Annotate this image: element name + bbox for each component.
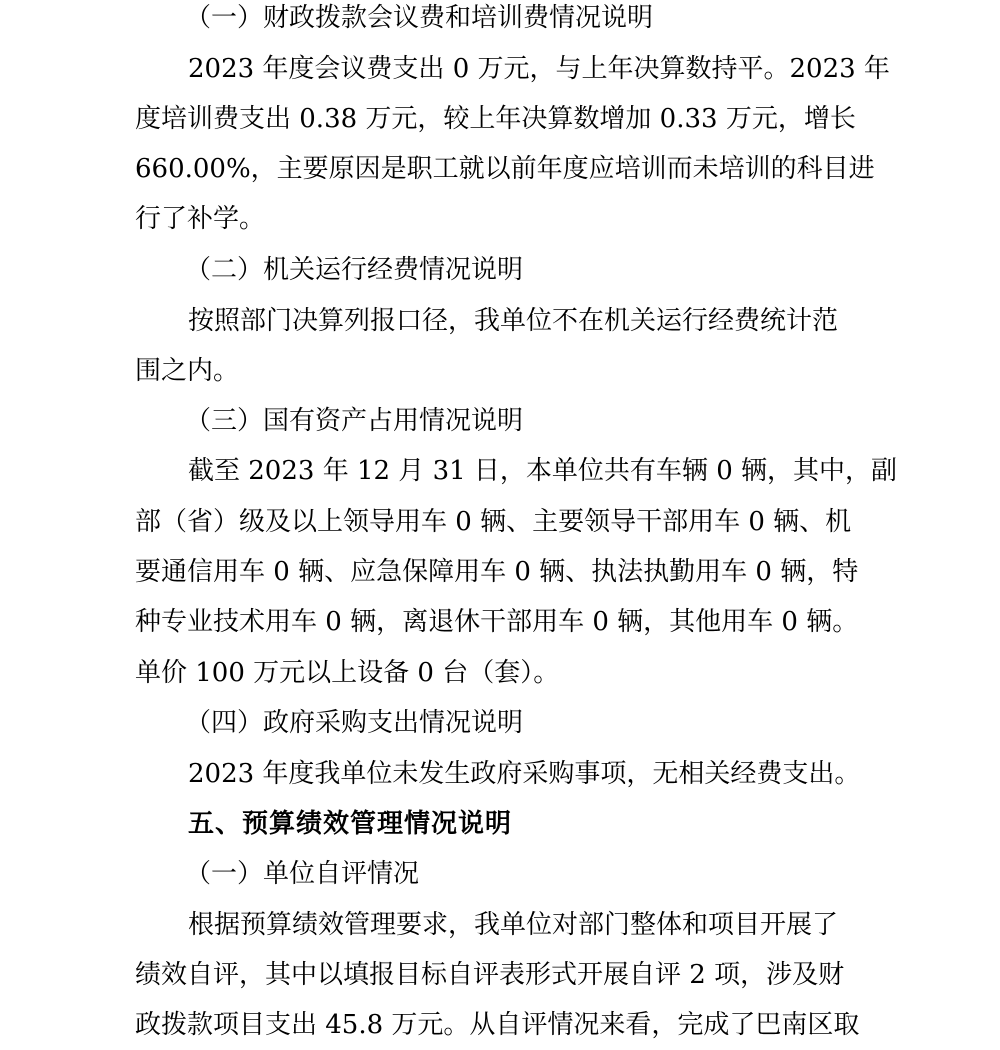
section-heading-government-procurement: （四）政府采购支出情况说明 xyxy=(185,708,524,738)
paragraph-line: 要通信用车 0 辆、应急保障用车 0 辆、执法执勤用车 0 辆，特 xyxy=(135,557,859,587)
paragraph-line: 行了补学。 xyxy=(135,204,266,234)
paragraph-line: 按照部门决算列报口径，我单位不在机关运行经费统计范 xyxy=(188,306,839,336)
paragraph-line: 根据预算绩效管理要求，我单位对部门整体和项目开展了 xyxy=(188,910,839,940)
section-heading-meeting-training: （一）财政拨款会议费和培训费情况说明 xyxy=(185,3,654,33)
paragraph-line: 部（省）级及以上领导用车 0 辆、主要领导干部用车 0 辆、机 xyxy=(135,507,852,537)
paragraph-line: 单价 100 万元以上设备 0 台（套）。 xyxy=(135,658,560,688)
paragraph-line: 种专业技术用车 0 辆，离退休干部用车 0 辆，其他用车 0 辆。 xyxy=(135,607,859,637)
section-heading-operating-expenses: （二）机关运行经费情况说明 xyxy=(185,255,524,285)
paragraph-line: 截至 2023 年 12 月 31 日，本单位共有车辆 0 辆，其中，副 xyxy=(188,456,897,486)
paragraph-line: 660.00%，主要原因是职工就以前年度应培训而未培训的科目进 xyxy=(135,154,875,184)
section-heading-state-assets: （三）国有资产占用情况说明 xyxy=(185,406,524,436)
paragraph-line: 度培训费支出 0.38 万元，较上年决算数增加 0.33 万元，增长 xyxy=(135,104,856,134)
paragraph-line: 围之内。 xyxy=(135,356,240,386)
paragraph-line: 2023 年度会议费支出 0 万元，与上年决算数持平。2023 年 xyxy=(188,54,890,84)
chapter-heading-performance-management: 五、预算绩效管理情况说明 xyxy=(188,809,513,839)
section-heading-self-evaluation: （一）单位自评情况 xyxy=(185,859,420,889)
paragraph-line: 政拨款项目支出 45.8 万元。从自评情况来看，完成了巴南区取 xyxy=(135,1010,860,1040)
paragraph-line: 2023 年度我单位未发生政府采购事项，无相关经费支出。 xyxy=(188,759,861,789)
paragraph-line: 绩效自评，其中以填报目标自评表形式开展自评 2 项，涉及财 xyxy=(135,960,845,990)
